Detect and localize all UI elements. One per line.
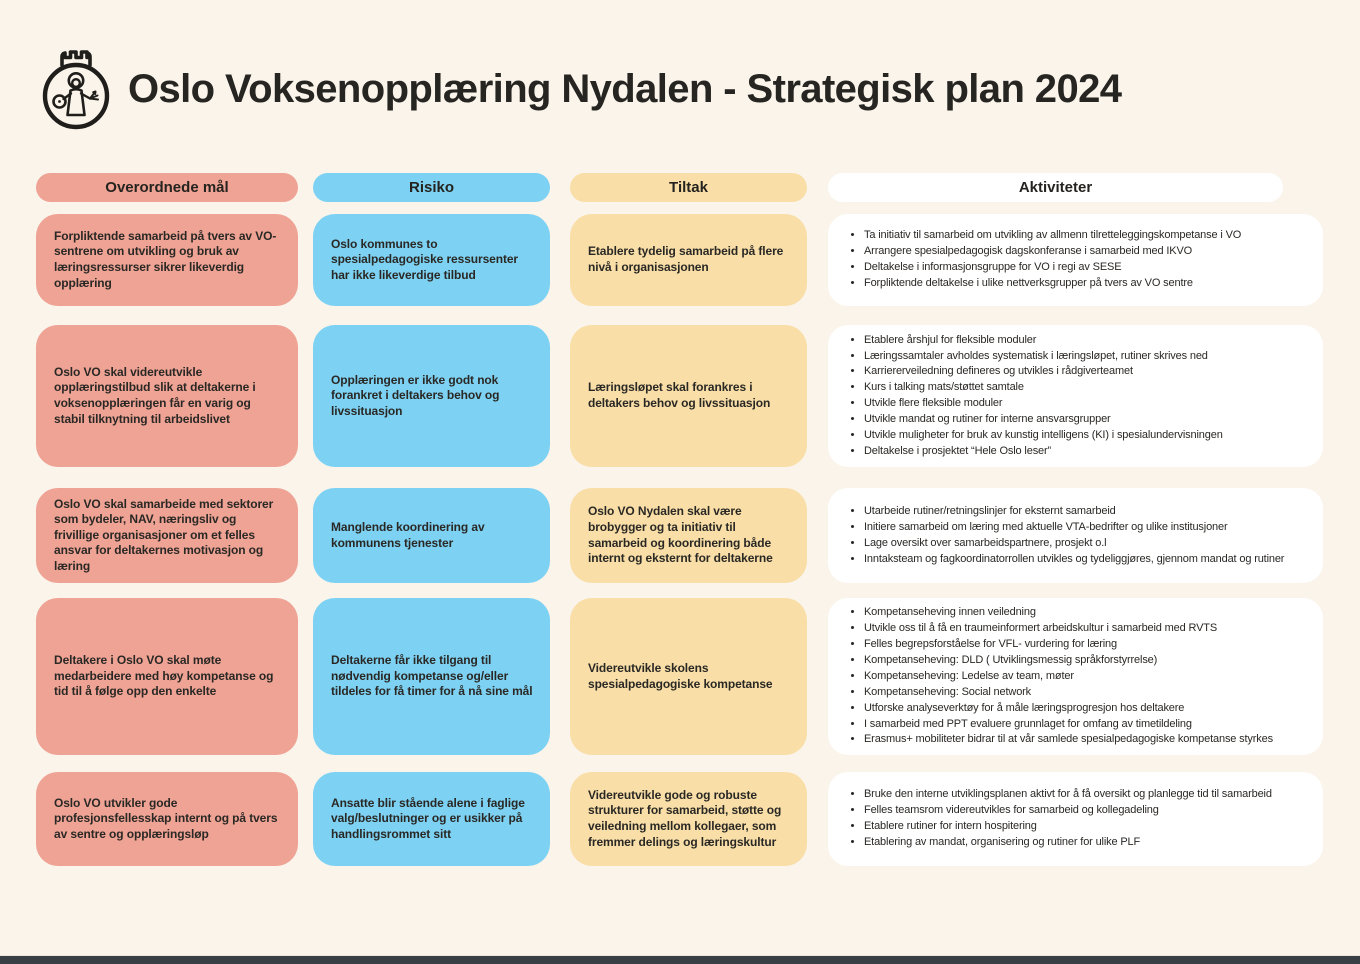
measure-card: Videreutvikle skolens spesialpedagogiske kompetanse: [570, 598, 807, 755]
activities-list: [842, 787, 1272, 851]
activity-item: • Erasmus+ mobiliteter bidrar til at vår samlede spesialpedagogiske kompetanse styrkes: [864, 732, 1273, 747]
activity-item: • Utvikle muligheter for bruk av kunstig intelligens (KI) i spesialundervisningen: [864, 428, 1223, 443]
measure-card: Etablere tydelig samarbeid på flere nivå i organisasjonen: [570, 214, 807, 306]
activities-card: [828, 325, 1323, 467]
risk-card: Opplæringen er ikke godt nok forankret i deltakers behov og livssituasjon: [313, 325, 550, 467]
strategy-board: [36, 173, 1360, 866]
activities-list: [842, 228, 1241, 292]
activity-item: • Utforske analyseverktøy for å måle læringsprogresjon hos deltakere: [864, 701, 1273, 716]
activity-item: • Initiere samarbeid om læring med aktuelle VTA-bedrifter og ulike institusjoner: [864, 520, 1284, 535]
activities-card: [828, 772, 1323, 866]
column-header-row: [36, 173, 1360, 202]
activity-item: • Bruke den interne utviklingsplanen aktivt for å få oversikt og planlegge tid til samarbeid: [864, 787, 1272, 802]
activity-item: • Kompetanseheving: Ledelse av team, møter: [864, 669, 1273, 684]
activity-item: • Inntaksteam og fagkoordinatorrollen utvikles og tydeliggjøres, gjennom mandat og rutiner: [864, 552, 1284, 567]
strategy-row-2: [36, 325, 1360, 467]
goal-card: Oslo VO utvikler gode profesjonsfellesskap internt og på tvers av sentre og opplæringsløp: [36, 772, 298, 866]
strategy-row-4: [36, 598, 1360, 755]
activity-item: • Kompetanseheving: DLD ( Utviklingsmessig språkforstyrrelse): [864, 653, 1273, 668]
risk-card: Deltakerne får ikke tilgang til nødvendig kompetanse og/eller tildeles for få timer for å nå sine mål: [313, 598, 550, 755]
activity-item: • Arrangere spesialpedagogisk dagskonferanse i samarbeid med IKVO: [864, 244, 1241, 259]
activity-item: • Felles begrepsforståelse for VFL- vurdering for læring: [864, 637, 1273, 652]
activity-item: • Kompetanseheving innen veiledning: [864, 605, 1273, 620]
activity-item: • Deltakelse i prosjektet “Hele Oslo leser”: [864, 444, 1223, 459]
measure-card: Oslo VO Nydalen skal være brobygger og ta initiativ til samarbeid og koordinering både internt og eksternt for deltakerne: [570, 488, 807, 583]
column-header-goals: Overordnede mål: [36, 173, 298, 202]
activity-item: • Ta initiativ til samarbeid om utvikling av allmenn tilretteleggingskompetanse i VO: [864, 228, 1241, 243]
activity-item: • Lage oversikt over samarbeidspartnere, prosjekt o.l: [864, 536, 1284, 551]
goal-card: Forpliktende samarbeid på tvers av VO-sentrene om utvikling og bruk av læringsressurser sikrer likeverdig opplæring: [36, 214, 298, 306]
risk-card: Oslo kommunes to spesialpedagogiske ressursenter har ikke likeverdige tilbud: [313, 214, 550, 306]
activity-item: • Etablere rutiner for intern hospitering: [864, 819, 1272, 834]
window-bottom-edge: [0, 955, 1360, 964]
activity-item: • Deltakelse i informasjonsgruppe for VO i regi av SESE: [864, 260, 1241, 275]
page-header: [0, 0, 1360, 132]
goal-card: Oslo VO skal videreutvikle opplæringstilbud slik at deltakerne i voksenopplæringen får en varig og stabil tilknytning til arbeidslivet: [36, 325, 298, 467]
risk-card: Ansatte blir stående alene i faglige valg/beslutninger og er usikker på handlingsrommet sitt: [313, 772, 550, 866]
goal-card: Deltakere i Oslo VO skal møte medarbeidere med høy kompetanse og tid til å følge opp den enkelte: [36, 598, 298, 755]
activity-item: • Felles teamsrom videreutvikles for samarbeid og kollegadeling: [864, 803, 1272, 818]
activities-card: [828, 598, 1323, 755]
activity-item: • Utarbeide rutiner/retningslinjer for eksternt samarbeid: [864, 504, 1284, 519]
column-header-activities: Aktiviteter: [828, 173, 1283, 202]
activity-item: • I samarbeid med PPT evaluere grunnlaget for omfang av timetildeling: [864, 717, 1273, 732]
activities-list: [842, 332, 1223, 460]
activities-list: [842, 503, 1284, 567]
activity-item: • Kurs i talking mats/støttet samtale: [864, 380, 1223, 395]
activity-item: • Utvikle oss til å få en traumeinformert arbeidskultur i samarbeid med RVTS: [864, 621, 1273, 636]
page-title: Oslo Voksenopplæring Nydalen - Strategisk plan 2024: [128, 66, 1122, 111]
activity-item: • Karriererveiledning defineres og utvikles i rådgiverteamet: [864, 364, 1223, 379]
activity-item: • Etablere årshjul for fleksible moduler: [864, 333, 1223, 348]
strategy-row-1: [36, 214, 1360, 306]
activities-list: [842, 605, 1273, 749]
activity-item: • Læringssamtaler avholdes systematisk i læringsløpet, rutiner skrives ned: [864, 349, 1223, 364]
activities-card: [828, 488, 1323, 583]
strategy-row-3: [36, 488, 1360, 583]
measure-card: Videreutvikle gode og robuste strukturer for samarbeid, støtte og veiledning mellom kollegaer, som fremmer delings og læringskultur: [570, 772, 807, 866]
oslo-kommune-seal-icon: [38, 46, 114, 132]
activity-item: • Etablering av mandat, organisering og rutiner for ulike PLF: [864, 835, 1272, 850]
column-header-measures: Tiltak: [570, 173, 807, 202]
measure-card: Læringsløpet skal forankres i deltakers behov og livssituasjon: [570, 325, 807, 467]
activity-item: • Utvikle flere fleksible moduler: [864, 396, 1223, 411]
activities-card: [828, 214, 1323, 306]
risk-card: Manglende koordinering av kommunens tjenester: [313, 488, 550, 583]
activity-item: • Forpliktende deltakelse i ulike nettverksgrupper på tvers av VO sentre: [864, 276, 1241, 291]
strategy-row-5: [36, 772, 1360, 866]
column-header-risk: Risiko: [313, 173, 550, 202]
goal-card: Oslo VO skal samarbeide med sektorer som bydeler, NAV, næringsliv og frivillige organisasjoner om et felles ansvar for deltakernes motivasjon og læring: [36, 488, 298, 583]
activity-item: • Utvikle mandat og rutiner for interne ansvarsgrupper: [864, 412, 1223, 427]
activity-item: • Kompetanseheving: Social network: [864, 685, 1273, 700]
